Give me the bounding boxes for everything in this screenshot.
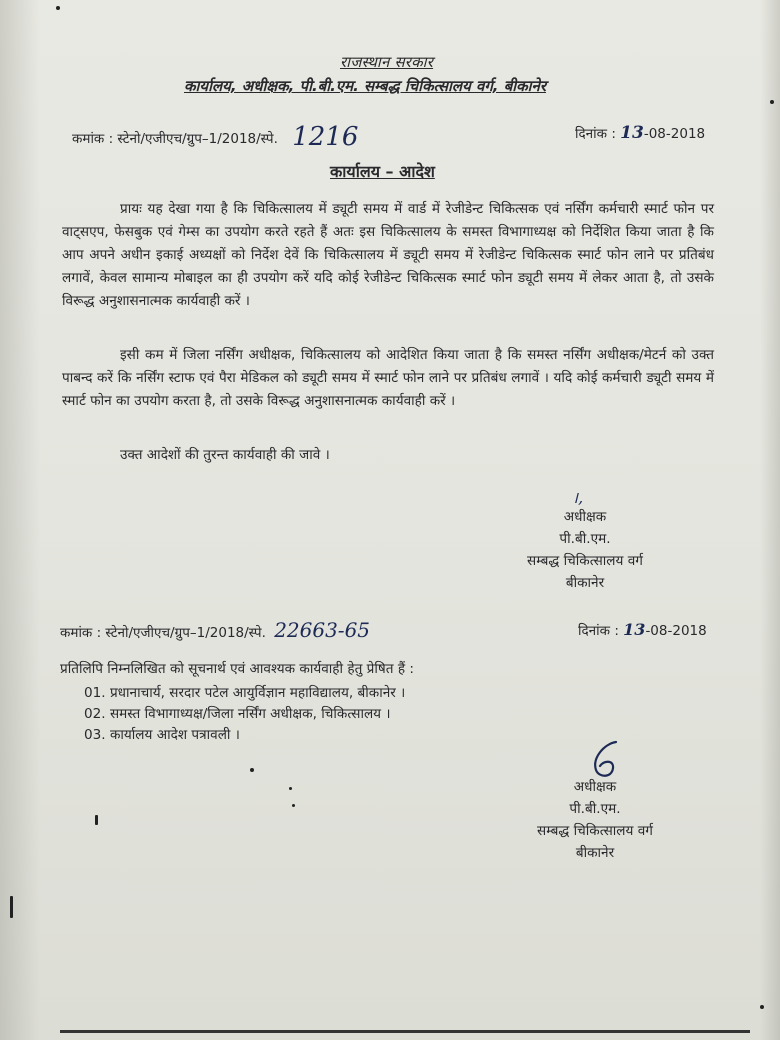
office-title: कार्यालय, अधीक्षक, पी.बी.एम. सम्बद्ध चिकित्सालय वर्ग, बीकानेर bbox=[184, 77, 547, 95]
copy-to-heading: प्रतिलिपि निम्नलिखित को सूचनार्थ एवं आवश्यक कार्यवाही हेतु प्रेषित हैं : bbox=[60, 661, 414, 677]
order-paragraph-1: प्रायः यह देखा गया है कि चिकित्सालय में ड्यूटी समय में वार्ड में रेजीडेन्ट चिकित्सक एवं नर्सिंग कर्मचारी स्मार्ट फोन पर वाट्सएप, फेसबुक एवं गेम्स का उपयोग करते रहते हैं अतः इस चिकित्सालय के समस्त विभागाध्यक्ष को निर्देशित किया जाता है कि आप अपने अधीन इकाई अध्यक्षों को निर्देश देवें कि चिकित्सालय में ड्यूटी समय में रेजीडेन्ट चिकित्सक स्मार्ट फोन लाने पर प्रतिबंध लगावें, केवल सामान्य मोबाइल का ही उपयोग करें यदि कोई रेजीडेन्ट चिकित्सक स्मार्ट फोन ड्यूटी समय में लेकर आता है, तो उसके विरूद्ध अनुशासनात्मक कार्यवाही करें । bbox=[62, 201, 714, 309]
order-paragraph-2: इसी कम में जिला नर्सिंग अधीक्षक, चिकित्सालय को आदेशित किया जाता है कि समस्त नर्सिंग अधीक्षक/मेटर्न को उक्त पाबन्द करें कि नर्सिंग स्टाफ एवं पैरा मेडिकल को ड्यूटी समय में स्मार्ट फोन लाने पर प्रतिबंध लगावें । यदि कोई कर्मचारी ड्यूटी समय में स्मार्ट फोन का उपयोग करता है, तो उसके विरूद्ध अनुशासनात्मक कार्यवाही करें । bbox=[62, 347, 714, 409]
paper-speck bbox=[95, 815, 98, 825]
office-order-heading: कार्यालय – आदेश bbox=[330, 162, 435, 181]
date-month-year: -08-2018 bbox=[643, 126, 706, 142]
signatory-city: बीकानेर bbox=[565, 575, 605, 591]
paper-speck bbox=[250, 768, 254, 772]
reference-date-2 bbox=[578, 620, 707, 639]
paper-speck bbox=[292, 804, 295, 807]
date-label: दिनांक : bbox=[575, 126, 616, 142]
order-paragraph-3: उक्त आदेशों की तुरन्त कार्यवाही की जावे । bbox=[120, 447, 330, 463]
signature-block-1 bbox=[500, 506, 670, 594]
handwritten-date-day: 13 bbox=[620, 123, 644, 143]
paper-speck bbox=[56, 6, 60, 10]
reference-label: कमांक : स्टेनो/एजीएच/ग्रुप–1/2018/स्पे. bbox=[72, 131, 278, 147]
signatory-city: बीकानेर bbox=[575, 845, 615, 861]
reference-number-2 bbox=[60, 618, 370, 642]
signatory-hospital-group: सम्बद्ध चिकित्सालय वर्ग bbox=[537, 823, 653, 839]
government-title: राजस्थान सरकार bbox=[340, 53, 434, 71]
bottom-border-line bbox=[60, 1030, 750, 1033]
paper-speck bbox=[770, 100, 774, 104]
signatory-hospital-group: सम्बद्ध चिकित्सालय वर्ग bbox=[527, 553, 643, 569]
paper-speck bbox=[10, 896, 13, 918]
signatory-designation: अधीक्षक bbox=[573, 779, 617, 795]
copy-to-item: 03. कार्यालय आदेश पत्रावली । bbox=[84, 727, 240, 743]
handwritten-date-day: 13 bbox=[623, 620, 646, 639]
signatory-institution: पी.बी.एम. bbox=[559, 531, 611, 547]
handwritten-dispatch-number: 1216 bbox=[292, 122, 359, 152]
page-shadow-left bbox=[0, 0, 40, 1040]
reference-number-1 bbox=[72, 120, 358, 150]
reference-label: कमांक : स्टेनो/एजीएच/ग्रुप–1/2018/स्पे. bbox=[60, 625, 266, 641]
paper-speck bbox=[289, 787, 292, 790]
signatory-designation: अधीक्षक bbox=[563, 509, 607, 525]
date-month-year: -08-2018 bbox=[645, 623, 707, 639]
copy-to-item: 02. समस्त विभागाध्यक्ष/जिला नर्सिंग अधीक्षक, चिकित्सालय । bbox=[84, 706, 391, 722]
copy-to-item: 01. प्रधानाचार्य, सरदार पटेल आयुर्विज्ञान महाविद्यालय, बीकानेर । bbox=[84, 685, 406, 701]
paper-speck bbox=[760, 1005, 764, 1009]
handwritten-dispatch-number: 22663-65 bbox=[274, 618, 371, 642]
reference-date-1 bbox=[575, 123, 705, 143]
date-label: दिनांक : bbox=[578, 623, 619, 639]
signature-block-2 bbox=[510, 776, 680, 864]
page-shadow-right bbox=[760, 0, 780, 1040]
signatory-institution: पी.बी.एम. bbox=[569, 801, 621, 817]
signature-mark-1: ।, bbox=[572, 488, 584, 507]
